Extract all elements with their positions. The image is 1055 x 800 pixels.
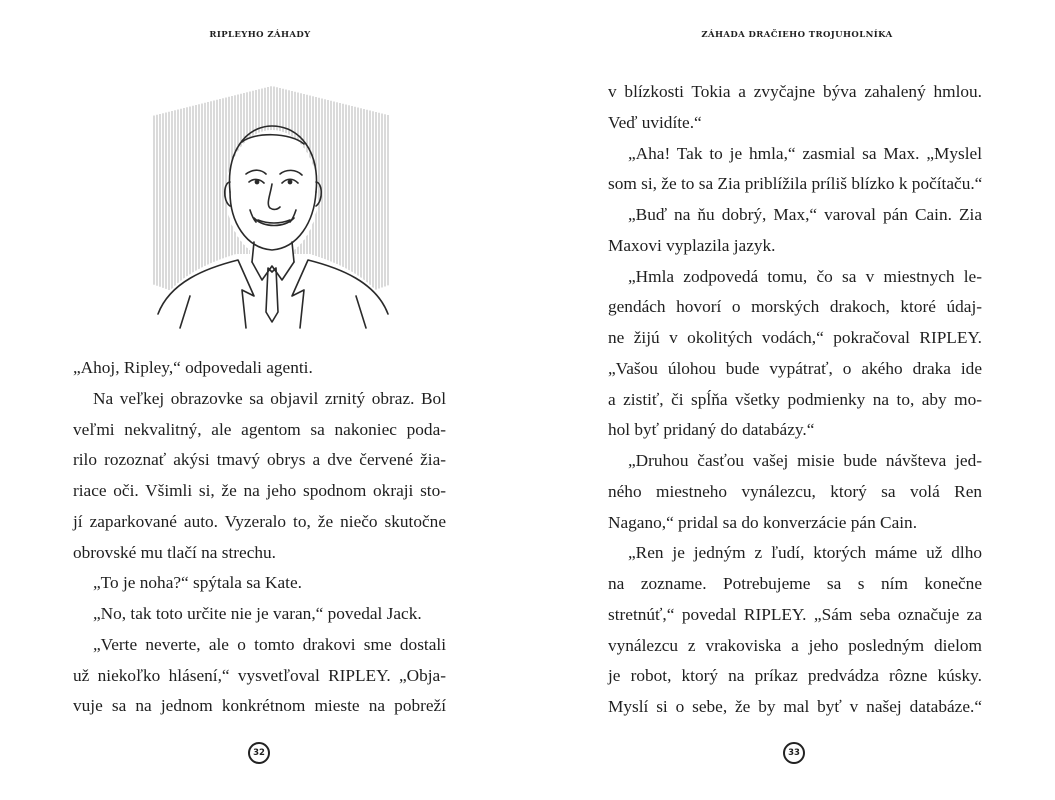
text-line: Na veľkej obrazovke sa objavil zrnitý obraz. Bol (93, 388, 446, 408)
page-number-right: 33 (783, 742, 805, 764)
text-line: obrovské mu tlačí na strechu. (73, 542, 276, 562)
text-line: Maxovi vyplazila jazyk. (608, 235, 776, 255)
text-line: veľmi nekvalitný, ale agentom sa nakoniec poda- (73, 419, 446, 439)
page-number-left: 32 (248, 742, 270, 764)
text-line: som si, že to sa Zia priblížila príliš blízko k počítaču.“ (608, 174, 983, 194)
left-running-head: RIPLEYHO ZÁHADY (209, 30, 311, 40)
text-line: „Vašou úlohou bude vypátrať, o akého draka ide (608, 358, 982, 378)
right-body-text (608, 77, 982, 723)
text-line: už niekoľko hlásení,“ vysvetľoval RIPLEY. „Obja- (73, 665, 446, 685)
text-line: rilo rozoznať akýsi tmavý obrys a dve červené žia- (73, 450, 446, 470)
text-line: Veď uvidíte.“ (608, 112, 702, 132)
text-line: jí zaparkované auto. Vyzeralo to, že niečo skutočne (73, 511, 446, 531)
text-line: ného miestneho vynálezcu, ktorý sa volá Ren (608, 481, 982, 501)
text-line: je robot, ktorý na príkaz predvádza rôzne kúsky. (608, 666, 982, 686)
text-line: „Druhou časťou vašej misie bude návšteva jed- (628, 451, 982, 470)
text-line: „Verte neverte, ale o tomto drakovi sme dostali (93, 634, 446, 654)
text-line: stretnúť,“ povedal RIPLEY. „Sám seba označuje za (608, 604, 982, 624)
left-body-text (73, 353, 446, 722)
text-line: v blízkosti Tokia a zvyčajne býva zahalený hmlou. (608, 82, 982, 101)
text-line: gendách hovorí o morských drakoch, ktoré údaj- (608, 297, 982, 317)
text-line: „No, tak toto určite nie je varan,“ povedal Jack. (93, 604, 422, 623)
text-line: vynálezcu z vrakoviska a jeho posledným dielom (608, 635, 982, 655)
text-line: „Ahoj, Ripley,“ odpovedali agenti. (73, 358, 313, 377)
text-line: „Aha! Tak to je hmla,“ zasmial sa Max. „Myslel (628, 143, 982, 163)
text-line: „Ren je jedným z ľudí, ktorých máme už dlho (628, 543, 982, 563)
text-line: Nagano,“ pridal sa do konverzácie pán Cain. (608, 512, 918, 532)
text-line: „To je noha?“ spýtala sa Kate. (93, 573, 302, 593)
text-line: ne žijú v okolitých vodách,“ pokračoval RIPLEY. (608, 328, 982, 347)
text-line: a zistiť, či spĺňa všetky podmienky na to, aby mo- (608, 389, 982, 409)
text-line: riace oči. Všimli si, že na jeho spodnom okraji sto- (73, 481, 446, 500)
left-page (0, 0, 527, 800)
text-line: na zozname. Potrebujeme sa s ním konečne (608, 574, 982, 593)
text-line: hol byť pridaný do databázy.“ (608, 420, 815, 440)
right-page (527, 0, 1055, 800)
text-line: Myslí si o sebe, že by mal byť v našej databáze.“ (608, 697, 982, 716)
text-line: „Hmla zodpovedá tomu, čo sa v miestnych le- (628, 266, 982, 286)
text-line: „Buď na ňu dobrý, Max,“ varoval pán Cain. Zia (628, 205, 982, 224)
right-running-head: ZÁHADA DRAČIEHO TROJUHOLNÍKA (701, 30, 893, 40)
text-line: vuje sa na jednom konkrétnom mieste na pobreží (73, 696, 446, 716)
ripley-portrait-illustration (150, 82, 394, 330)
